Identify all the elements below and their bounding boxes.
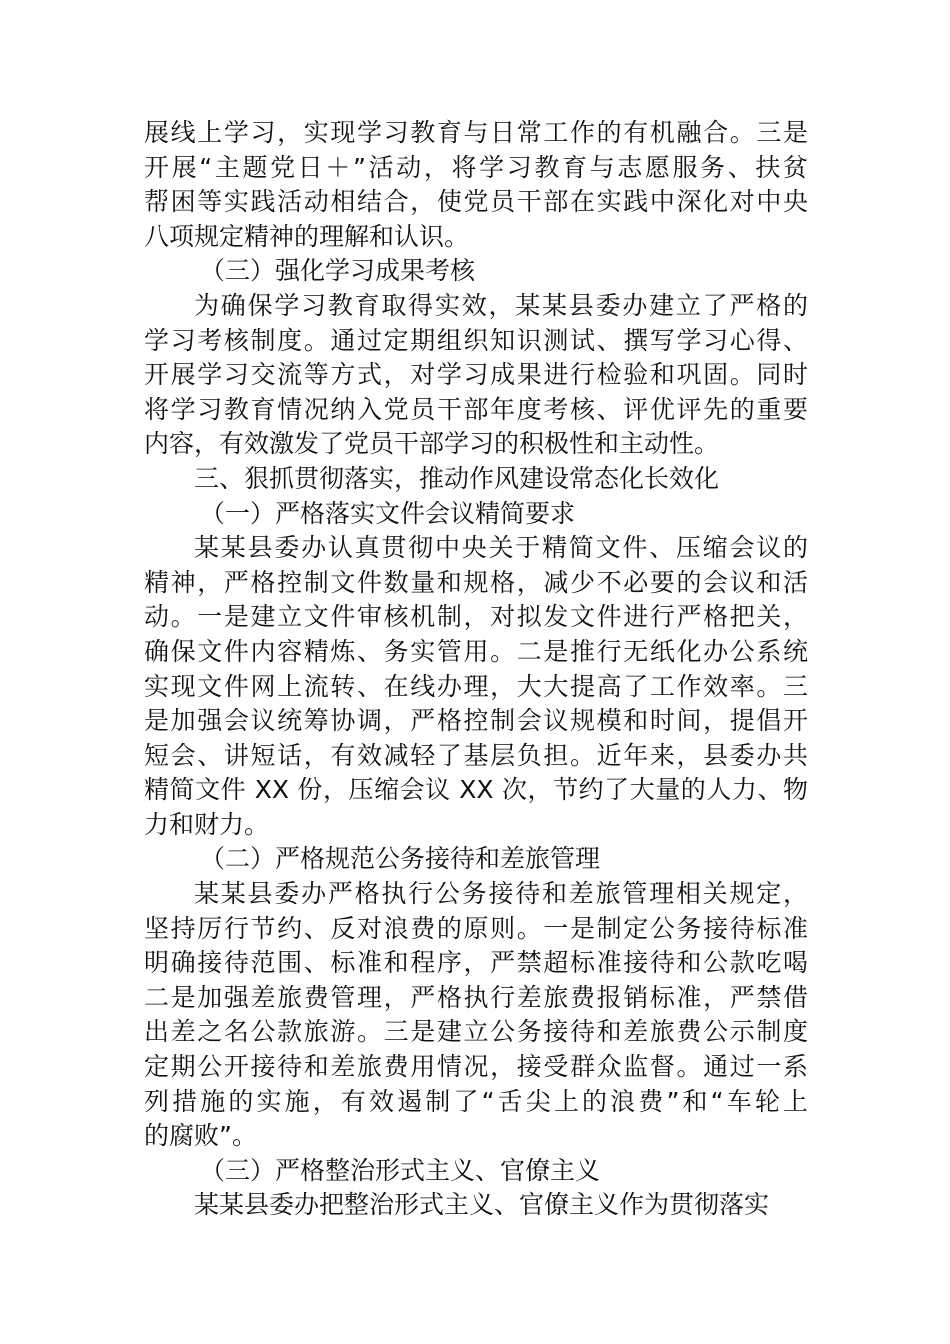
paragraph — [144, 531, 808, 842]
text-line: 精简文件 XX 份，压缩会议 XX 次，节约了大量的人力、物 — [144, 775, 808, 805]
paragraph — [144, 1188, 808, 1223]
subsection-heading — [144, 842, 808, 877]
text-line: 展线上学习，实现学习教育与日常工作的有机融合。三是 — [144, 118, 808, 147]
text-line: 定期公开接待和差旅费用情况，接受群众监督。通过一系 — [144, 1052, 808, 1082]
text-line: 动。一是建立文件审核机制，对拟发文件进行严格把关， — [144, 602, 808, 632]
paragraph — [144, 289, 808, 462]
text-line: 某某县委办严格执行公务接待和差旅管理相关规定， — [194, 879, 808, 909]
text-line: （三）严格整治形式主义、官僚主义 — [200, 1155, 601, 1185]
text-line: 确保文件内容精炼、务实管用。二是推行无纸化办公系统 — [144, 636, 808, 666]
text-line: 力和财力。 — [144, 809, 270, 839]
text-line: 二是加强差旅费管理，严格执行差旅费报销标准，严禁借 — [144, 982, 808, 1012]
paragraph — [144, 116, 808, 254]
text-line: 某某县委办把整治形式主义、官僚主义作为贯彻落实 — [194, 1190, 770, 1220]
text-line: 三、狠抓贯彻落实，推动作风建设常态化长效化 — [194, 463, 720, 493]
text-line: 实现文件网上流转、在线办理，大大提高了工作效率。三 — [144, 671, 808, 701]
text-line: 帮困等实践活动相结合，使党员干部在实践中深化对中央 — [144, 187, 808, 217]
text-line: 内容，有效激发了党员干部学习的积极性和主动性。 — [144, 429, 720, 459]
text-line: 列措施的实施，有效遏制了“舌尖上的浪费”和“车轮上 — [144, 1086, 808, 1116]
text-line: 精神，严格控制文件数量和规格，减少不必要的会议和活 — [144, 567, 808, 597]
text-line: 学习考核制度。通过定期组织知识测试、撰写学习心得、 — [144, 325, 808, 355]
text-line: 的腐败”。 — [144, 1121, 257, 1151]
text-line: 是加强会议统筹协调，严格控制会议规模和时间，提倡开 — [144, 706, 808, 736]
text-line: 出差之名公款旅游。三是建立公务接待和差旅费公示制度 — [144, 1017, 808, 1047]
text-line: 明确接待范围、标准和程序，严禁超标准接待和公款吃喝 — [144, 948, 808, 978]
document-body — [144, 116, 808, 1223]
subsection-heading — [144, 497, 808, 532]
section-heading — [144, 462, 808, 497]
text-line: 为确保学习教育取得实效，某某县委办建立了严格的 — [194, 290, 808, 320]
text-line: 坚持厉行节约、反对浪费的原则。一是制定公务接待标准 — [144, 913, 808, 943]
text-line: 某某县委办认真贯彻中央关于精简文件、压缩会议的 — [194, 533, 808, 563]
text-line: （三）强化学习成果考核 — [200, 256, 476, 286]
text-line: 短会、讲短话，有效减轻了基层负担。近年来，县委办共 — [144, 740, 808, 770]
text-line: 八项规定精神的理解和认识。 — [144, 221, 470, 251]
subsection-heading — [144, 1154, 808, 1189]
text-line: （二）严格规范公务接待和差旅管理 — [200, 844, 601, 874]
text-line: 开展学习交流等方式，对学习成果进行检验和巩固。同时 — [144, 360, 808, 390]
text-line: （一）严格落实文件会议精简要求 — [200, 498, 576, 528]
paragraph — [144, 877, 808, 1154]
text-line: 开展“主题党日＋”活动，将学习教育与志愿服务、扶贫 — [144, 152, 808, 182]
text-line: 将学习教育情况纳入党员干部年度考核、评优评先的重要 — [144, 394, 808, 424]
subsection-heading — [144, 254, 808, 289]
